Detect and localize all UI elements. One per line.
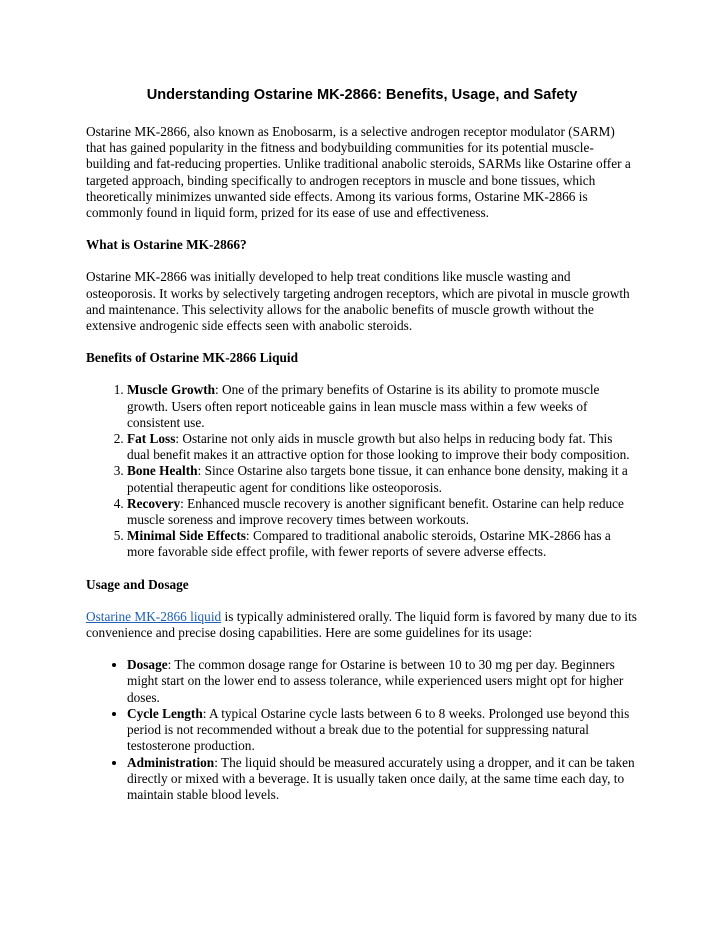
what-paragraph: Ostarine MK-2866 was initially developed to help treat conditions like muscle wasting and osteoporosis. It works by selectively targeting androgen receptors, which are pivotal in muscle growth and maintenance. This selectivity allows for the anabolic benefits of muscle growth without the extensive androgenic side effects seen with anabolic steroids. xyxy=(86,269,630,334)
usage-item xyxy=(127,706,638,755)
usage-term: Dosage xyxy=(127,657,168,673)
section-heading-what: What is Ostarine MK-2866? xyxy=(86,237,247,253)
benefit-item xyxy=(127,463,638,495)
benefit-term: Recovery xyxy=(127,495,181,511)
usage-item-text: : The liquid should be measured accurately using a dropper, and it can be taken directly or mixed with a beverage. It is usually taken once daily, at the same time each day, to maintain stable blood levels. xyxy=(127,754,635,802)
document-title: Understanding Ostarine MK-2866: Benefits, Usage, and Safety xyxy=(146,87,578,103)
section-heading-usage: Usage and Dosage xyxy=(86,576,189,592)
document-page xyxy=(86,86,638,819)
usage-paragraph xyxy=(86,609,638,641)
benefit-text: : Enhanced muscle recovery is another significant benefit. Ostarine can help reduce muscle soreness and improve recovery times between workouts. xyxy=(127,495,624,528)
intro-paragraph: Ostarine MK-2866, also known as Enobosarm, is a selective androgen receptor modulator (SARM) that has gained popularity in the fitness and bodybuilding communities for its potential muscle-building and fat-reducing properties. Unlike traditional anabolic steroids, SARMs like Ostarine offer a targeted approach, binding specifically to androgen receptors in muscle and bone tissues, which theoretically minimizes unwanted side effects. Among its various forms, Ostarine MK-2866 is commonly found in liquid form, prized for its ease of use and effectiveness. xyxy=(86,124,631,221)
benefit-item xyxy=(127,496,638,528)
benefit-term: Fat Loss xyxy=(127,431,176,447)
ostarine-liquid-link[interactable]: Ostarine MK-2866 liquid xyxy=(86,608,222,624)
usage-term: Administration xyxy=(127,754,215,770)
benefit-text: : Since Ostarine also targets bone tissue, it can enhance bone density, making it a potential therapeutic agent for conditions like osteoporosis. xyxy=(127,463,628,495)
usage-item xyxy=(127,755,638,804)
benefit-term: Minimal Side Effects xyxy=(127,528,246,544)
usage-item-text: : The common dosage range for Ostarine is between 10 to 30 mg per day. Beginners might start on the lower end to assess tolerance, while experienced users might opt for higher doses. xyxy=(127,657,624,705)
benefits-list xyxy=(86,382,638,560)
benefit-term: Muscle Growth xyxy=(127,382,216,398)
benefit-item xyxy=(127,382,638,431)
benefit-text: : Compared to traditional anabolic steroids, Ostarine MK-2866 has a more favorable side effect profile, with fewer reports of severe adverse effects. xyxy=(127,528,611,560)
benefit-item xyxy=(127,528,638,560)
benefit-term: Bone Health xyxy=(127,463,198,479)
usage-text: is typically administered orally. The liquid form is favored by many due to its convenience and precise dosing capabilities. Here are some guidelines for its usage: xyxy=(86,608,637,641)
benefit-item xyxy=(127,431,638,463)
usage-term: Cycle Length xyxy=(127,705,203,721)
usage-item xyxy=(127,657,638,706)
usage-list xyxy=(86,657,638,803)
section-heading-benefits: Benefits of Ostarine MK-2866 Liquid xyxy=(86,350,299,366)
benefit-text: : One of the primary benefits of Ostarine is its ability to promote muscle growth. Users often report noticeable gains in lean muscle mass within a few weeks of consistent use. xyxy=(127,382,600,430)
benefit-text: : Ostarine not only aids in muscle growth but also helps in reducing body fat. This dual benefit makes it an attractive option for those looking to improve their body composition. xyxy=(127,431,630,463)
usage-item-text: : A typical Ostarine cycle lasts between 6 to 8 weeks. Prolonged use beyond this period is not recommended without a break due to the potential for suppressing natural testosterone production. xyxy=(127,705,630,754)
